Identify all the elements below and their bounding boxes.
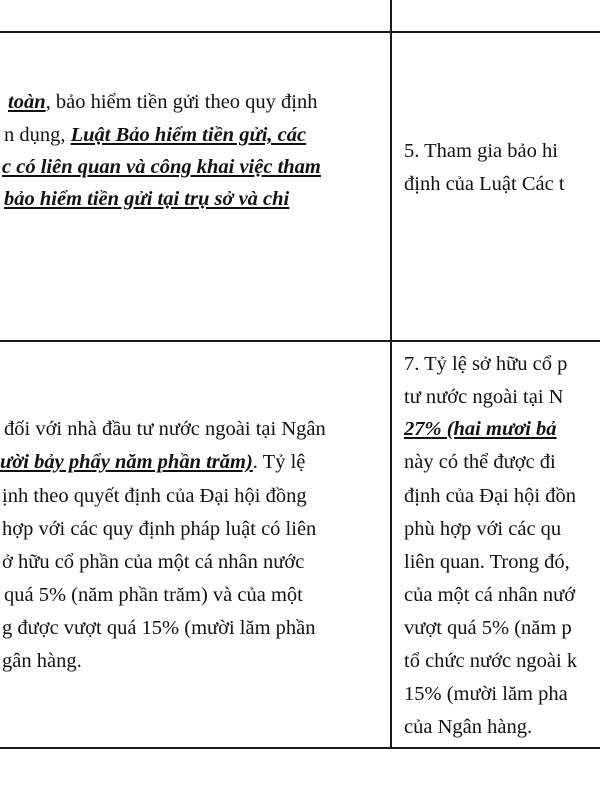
row2-right-seg: 27% (hai mươi bả [404, 418, 557, 440]
row2-left-seg: ở hữu cổ phần của một cá nhân nước [2, 551, 305, 573]
row2-left-line-1 [4, 414, 326, 444]
row2-right-seg: tư nước ngoài tại N [404, 386, 564, 408]
row2-left-line-8 [2, 646, 82, 676]
row2-left-seg: quá 5% (năm phần trăm) và của một [4, 584, 303, 606]
row2-left-line-3 [2, 481, 307, 511]
row2-left-line-4 [2, 514, 316, 544]
row2-right-seg: định của Đại hội đồn [404, 485, 576, 507]
row2-right-line-7 [404, 547, 570, 577]
row2-right-seg: tổ chức nước ngoài k [404, 650, 578, 672]
row2-right-line-6 [404, 514, 561, 544]
row2-right-line-12 [404, 712, 532, 742]
row2-right-line-1 [404, 349, 567, 379]
row2-right-line-5 [404, 481, 576, 511]
row1-left-line-2 [4, 120, 306, 150]
row2-right-seg: này có thể được đi [404, 451, 556, 473]
row2-left-line-5 [2, 547, 304, 577]
row2-left-line-2 [0, 447, 305, 477]
row2-left-seg: g được vượt quá 15% (mười lăm phần [2, 617, 316, 639]
row1-left-seg: bảo hiểm tiền gửi tại trụ sở và chi [4, 188, 290, 210]
row1-right-seg: định của Luật Các t [404, 173, 565, 195]
row2-left-seg: . Tỷ lệ [252, 451, 306, 473]
row2-left-seg: gân hàng. [2, 650, 82, 672]
row2-left-seg: ịnh theo quyết định của Đại hội đồng [2, 485, 307, 507]
row2-left-line-6 [4, 580, 303, 610]
row2-right-line-10 [404, 646, 577, 676]
row1-left-seg: Luật Bảo hiểm tiền gửi, các [70, 124, 307, 146]
row2-right-line-2 [404, 382, 563, 412]
row1-left-line-1 [8, 87, 318, 117]
row2-right-seg: liên quan. Trong đó, [404, 551, 570, 573]
row2-right-seg: phù hợp với các qu [404, 518, 562, 540]
row2-right-seg: 15% (mười lăm pha [404, 683, 568, 705]
row1-right-line-1 [404, 136, 558, 166]
row1-left-line-4 [4, 184, 289, 214]
row2-right-seg: của Ngân hàng. [404, 716, 533, 738]
table-border-row2-bottom [0, 747, 600, 749]
row1-left-line-3 [2, 152, 321, 182]
row2-left-seg: hợp với các quy định pháp luật có liên [2, 518, 317, 540]
row2-left-seg: đối với nhà đầu tư nước ngoài tại Ngân [4, 418, 326, 440]
row2-right-line-4 [404, 447, 556, 477]
row1-right-line-2 [404, 169, 565, 199]
row2-right-seg: vượt quá 5% (năm p [404, 617, 572, 639]
row1-left-seg: n dụng, [4, 124, 71, 146]
row1-right-seg: 5. Tham gia bảo hi [404, 140, 558, 162]
row2-right-line-9 [404, 613, 572, 643]
row1-left-seg: toàn [8, 91, 46, 113]
row2-right-line-8 [404, 580, 575, 610]
row1-left-cell [0, 33, 389, 339]
row2-left-cell [0, 342, 389, 747]
row1-right-cell [392, 33, 600, 339]
row2-right-line-11 [404, 679, 568, 709]
row2-left-seg: ười bảy phẩy năm phần trăm) [0, 451, 253, 473]
row2-left-line-7 [2, 613, 316, 643]
row2-right-line-3 [404, 414, 557, 444]
row1-left-seg: , bảo hiểm tiền gửi theo quy định [45, 91, 318, 113]
row2-right-seg: của một cá nhân nướ [404, 584, 576, 606]
row2-right-cell [392, 342, 600, 747]
row2-right-seg: 7. Tỷ lệ sở hữu cổ p [404, 353, 568, 375]
row1-left-seg: c có liên quan và công khai việc tham [2, 156, 321, 178]
